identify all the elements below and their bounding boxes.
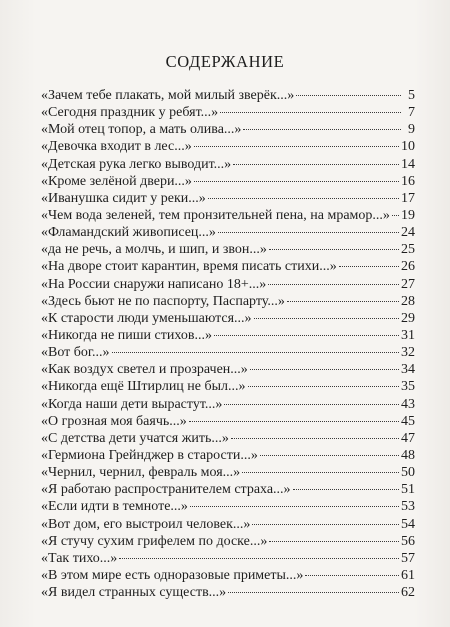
toc-entry-page-number: 7: [408, 105, 415, 121]
dot-leader: [190, 506, 399, 507]
dot-leader: [228, 592, 399, 593]
toc-entry-title: «Я видел странных существ...»: [41, 585, 227, 601]
dot-leader: [224, 404, 399, 405]
toc-entry-page-number: 54: [401, 516, 415, 532]
toc-entry: [41, 344, 415, 361]
toc-entry: [41, 293, 415, 310]
dot-leader: [252, 524, 399, 525]
toc-entry-page-number: 47: [401, 430, 415, 446]
toc-entry-title: «Фламандский живописец...»: [41, 225, 216, 241]
dot-leader: [243, 129, 401, 130]
toc-entry-title: «Никогда ещё Штирлиц не был...»: [41, 379, 246, 395]
toc-entry: [41, 121, 415, 138]
toc-entry: [41, 258, 415, 275]
toc-entry: [41, 584, 415, 601]
toc-entry-page-number: 28: [401, 293, 415, 309]
toc-entry-title: «Гермиона Грейнджер в старости...»: [41, 447, 258, 463]
toc-entry-title: «Так тихо...»: [41, 550, 118, 566]
dot-leader: [293, 489, 399, 490]
dot-leader: [305, 575, 399, 576]
dot-leader: [392, 215, 399, 216]
toc-entry-title: «Никогда не пиши стихов...»: [41, 327, 212, 343]
toc-entry-title: «О грозная моя баячь...»: [41, 413, 187, 429]
dot-leader: [194, 181, 399, 182]
toc-entry: [41, 481, 415, 498]
toc-entry: [41, 533, 415, 550]
toc-entry: [41, 138, 415, 155]
toc-entry: [41, 207, 415, 224]
toc-entry-page-number: 32: [401, 345, 415, 361]
toc-entry-page-number: 14: [401, 156, 415, 172]
toc-entry-title: «На России снаружи написано 18+...»: [41, 276, 267, 292]
toc-entry-page-number: 56: [401, 533, 415, 549]
dot-leader: [250, 369, 399, 370]
toc-entry-title: «К старости люди уменьшаются...»: [41, 310, 252, 326]
toc-entry-page-number: 24: [401, 225, 415, 241]
dot-leader: [268, 284, 399, 285]
toc-entry: [41, 361, 415, 378]
toc-entry-title: «да не речь, а молчь, и шип, и звон...»: [41, 242, 267, 258]
toc-entry-page-number: 19: [401, 207, 415, 223]
dot-leader: [119, 558, 399, 559]
toc-entry-title: «Иванушка сидит у реки...»: [41, 190, 206, 206]
toc-entry-page-number: 62: [401, 585, 415, 601]
dot-leader: [233, 164, 399, 165]
dot-leader: [269, 249, 399, 250]
toc-entry: [41, 104, 415, 121]
toc-entry-page-number: 57: [401, 550, 415, 566]
toc-entry-title: «Кроме зелёной двери...»: [41, 173, 192, 189]
toc-entry-page-number: 5: [408, 88, 415, 103]
toc-entry-page-number: 29: [401, 310, 415, 326]
toc-entry: [41, 430, 415, 447]
dot-leader: [269, 541, 399, 542]
toc-entry: [41, 464, 415, 481]
toc-entry-title: «Девочка входит в лес...»: [41, 139, 192, 155]
toc-entry: [41, 516, 415, 533]
toc-entry-title: «Вот дом, его выстроил человек...»: [41, 516, 251, 532]
toc-entry-page-number: 34: [401, 362, 415, 378]
toc-entry-page-number: 61: [401, 567, 415, 583]
toc-entry-title: «На дворе стоит карантин, время писать стихи...»: [41, 259, 337, 275]
toc-entry: [41, 276, 415, 293]
dot-leader: [287, 301, 399, 302]
toc-entry-page-number: 26: [401, 259, 415, 275]
toc-entry: [41, 396, 415, 413]
toc-entry-title: «Я стучу сухим грифелем по доске...»: [41, 533, 268, 549]
toc-entry-page-number: 27: [401, 276, 415, 292]
toc-entry: [41, 498, 415, 515]
toc-entry: [41, 567, 415, 584]
toc-entry-page-number: 48: [401, 447, 415, 463]
toc-entry-title: «С детства дети учатся жить...»: [41, 430, 229, 446]
toc-entry: [41, 224, 415, 241]
dot-leader: [112, 352, 399, 353]
toc-entry: [41, 378, 415, 395]
toc-entry: [41, 327, 415, 344]
toc-entry-page-number: 35: [401, 379, 415, 395]
dot-leader: [189, 421, 399, 422]
dot-leader: [254, 318, 399, 319]
page-title: СОДЕРЖАНИЕ: [165, 52, 285, 71]
toc-entry-title: «Зачем тебе плакать, мой милый зверёк...»: [41, 88, 295, 103]
dot-leader: [296, 95, 401, 96]
toc-entry-page-number: 16: [401, 173, 415, 189]
toc-entry-page-number: 10: [401, 139, 415, 155]
toc-entry-title: «Когда наши дети вырастут...»: [41, 396, 223, 412]
dot-leader: [231, 438, 399, 439]
toc-entry-title: «Я работаю распространителем страха...»: [41, 482, 291, 498]
toc-entry: [41, 190, 415, 207]
dot-leader: [260, 455, 399, 456]
dot-leader: [242, 472, 399, 473]
dot-leader: [214, 335, 399, 336]
toc-entry-page-number: 31: [401, 327, 415, 343]
toc-entry-title: «Здесь бьют не по паспорту, Паспарту...»: [41, 293, 285, 309]
toc-entry: [41, 87, 415, 104]
dot-leader: [194, 146, 399, 147]
toc-entry: [41, 156, 415, 173]
toc-entry-page-number: 17: [401, 190, 415, 206]
toc-entry-page-number: 50: [401, 465, 415, 481]
toc-entry: [41, 413, 415, 430]
toc-entry-title: «Чем вода зеленей, тем пронзительней пена, на мрамор...»: [41, 207, 390, 223]
dot-leader: [248, 386, 399, 387]
toc-entry-title: «Мой отец топор, а мать олива...»: [41, 122, 242, 138]
toc-entry-page-number: 9: [408, 122, 415, 138]
toc-entry: [41, 241, 415, 258]
toc-entry-title: «Вот бог...»: [41, 345, 110, 361]
toc-entry-title: «Если идти в темноте...»: [41, 499, 188, 515]
dot-leader: [208, 198, 399, 199]
toc-entry-page-number: 51: [401, 482, 415, 498]
toc-entry: [41, 447, 415, 464]
toc-entry-page-number: 43: [401, 396, 415, 412]
toc-entry: [41, 550, 415, 567]
toc-entry-page-number: 45: [401, 413, 415, 429]
toc-entry: [41, 310, 415, 327]
toc-entry-page-number: 25: [401, 242, 415, 258]
dot-leader: [339, 266, 399, 267]
toc-entry-title: «В этом мире есть одноразовые приметы...»: [41, 567, 304, 583]
toc-entry-title: «Сегодня праздник у ребят...»: [41, 105, 219, 121]
table-of-contents: [41, 87, 415, 601]
dot-leader: [220, 112, 401, 113]
toc-entry-page-number: 53: [401, 499, 415, 515]
toc-entry: [41, 173, 415, 190]
toc-entry-title: «Как воздух светел и прозрачен...»: [41, 362, 248, 378]
toc-entry-title: «Чернил, чернил, февраль моя...»: [41, 465, 241, 481]
dot-leader: [218, 232, 399, 233]
toc-entry-title: «Детская рука легко выводит...»: [41, 156, 232, 172]
